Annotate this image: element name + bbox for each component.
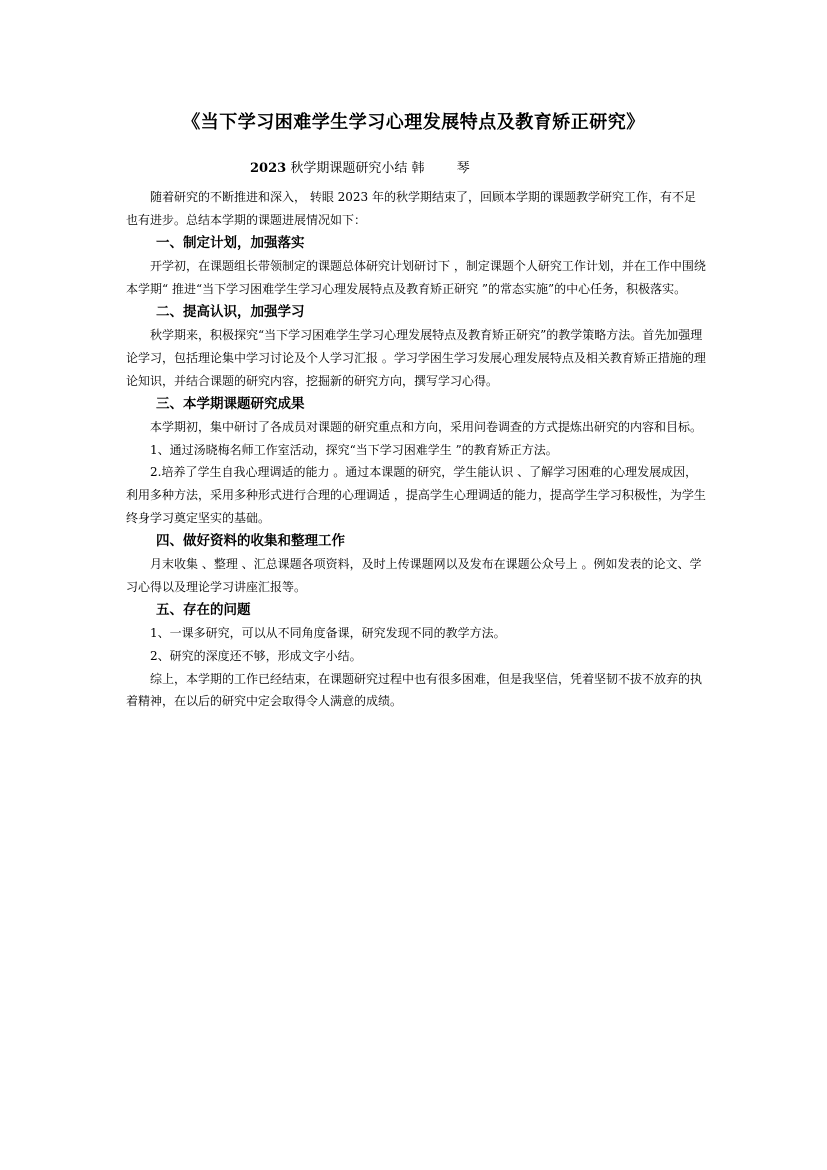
section-2-paragraph-1: 秋学期来，积极探究“当下学习困难学生学习心理发展特点及教育矫正研究”的教学策略方法。首先加强理论学习，包括理论集中学习讨论及个人学习汇报 。学习学困生学习发展心理发展特点及相关教育矫正措施的理论知识，并结合课题的研究内容，挖掘新的研究方向，撰写学习心得。 — [126, 328, 706, 388]
section-heading-1: 一、制定计划，加强落实 — [156, 235, 305, 252]
section-heading-2: 二、提高认识，加强学习 — [156, 304, 305, 321]
section-4-paragraph-1: 月末收集 、整理 、汇总课题各项资料，及时上传课题网以及发布在课题公众号上 。例如发表的论文、学习心得以及理论学习讲座汇报等。 — [126, 557, 702, 594]
section-3-paragraph-2: 1、通过汤晓梅名师工作室活动，探究“当下学习困难学生 ”的教育矫正方法。 — [150, 442, 558, 457]
section-heading-4: 四、做好资料的收集和整理工作 — [156, 533, 345, 550]
section-heading-5: 五、存在的问题 — [156, 602, 251, 619]
subtitle-year: 2023 — [250, 161, 287, 176]
subtitle-author: 韩 琴 — [411, 161, 484, 176]
intro-paragraph: 随着研究的不断推进和深入， 转眼 2023 年的秋学期结束了，回顾本学期的课题教学研究工作，有不足也有进步。总结本学期的课题进展情况如下： — [126, 190, 696, 227]
subtitle-text: 秋学期课题研究小结 — [286, 161, 412, 176]
document-body — [126, 186, 706, 713]
section-5-paragraph-1: 1、一课多研究，可以从不同角度备课，研究发现不同的教学方法。 — [150, 626, 506, 641]
document-subtitle — [250, 157, 484, 176]
document-title: 《当下学习困难学生学习心理发展特点及教育矫正研究》 — [182, 112, 645, 133]
section-5-paragraph-3: 综上，本学期的工作已经结束，在课题研究过程中也有很多困难，但是我坚信，凭着坚韧不拔不放弃的执着精神，在以后的研究中定会取得令人满意的成绩。 — [126, 671, 703, 709]
section-3-paragraph-3: 2.培养了学生自我心理调适的能力 。通过本课题的研究，学生能认识 、了解学习困难的心理发展成因，利用多种方法，采用多种形式进行合理的心理调适 ，提高学生心理调适的能力，提高学生学习积极性，为学生 终身学习奠定坚实的基础。 — [126, 465, 706, 525]
section-heading-3: 三、本学期课题研究成果 — [156, 396, 305, 413]
section-3-paragraph-1: 本学期初，集中研讨了各成员对课题的研究重点和方向，采用问卷调查的方式提炼出研究的内容和目标。 — [150, 420, 703, 435]
section-5-paragraph-2: 2、研究的深度还不够，形成文字小结。 — [150, 648, 362, 663]
section-1-paragraph-1: 开学初，在课题组长带领制定的课题总体研究计划研讨下 ，制定课题个人研究工作计划，并在工作中围绕本学期“ 推进“当下学习困难学生学习心理发展特点及教育矫正研究 ”的常态实施”的中心任务，积极落实。 — [126, 259, 706, 296]
